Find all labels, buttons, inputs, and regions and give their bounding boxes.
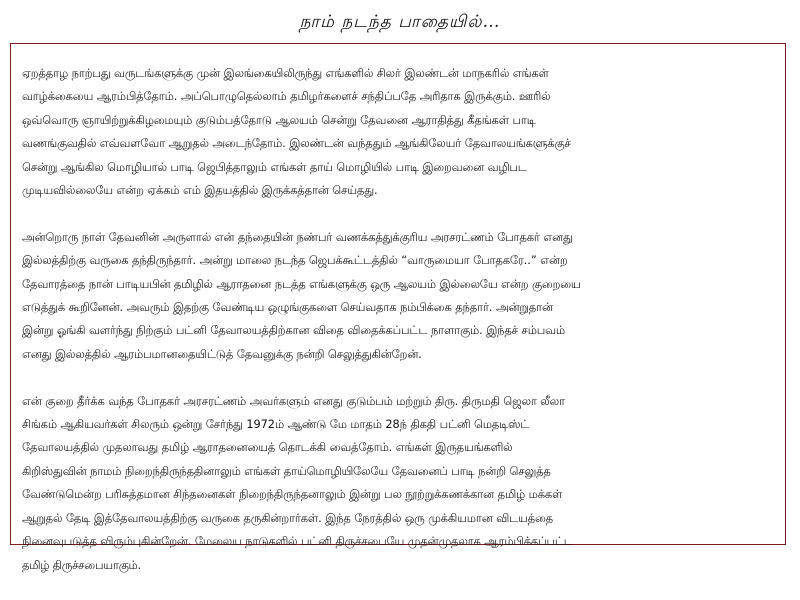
paragraph-line: முடியவில்லையே என்ற ஏக்கம் எம் இதயத்தில் இருக்கத்தான் செய்தது. — [22, 184, 378, 198]
paragraph-line: எனது இல்லத்தில் ஆரம்பமானதையிட்டுத் தேவனுக்கு நன்றி செலுத்துகின்றேன். — [22, 347, 422, 361]
paragraph-line: வாழ்க்கையை ஆரம்பித்தோம். அப்பொழுதெல்லாம் தமிழர்களைச் சந்திப்பதே அரிதாக இருக்கும். ஊரில் — [22, 90, 551, 104]
paragraph-1 — [22, 62, 780, 202]
paragraph-line: தேவாரத்தை நான் பாடியபின் தமிழில் ஆராதனை நடத்த எங்களுக்கு ஒரு ஆலயம் இல்லையே என்ற குறையை — [22, 277, 581, 291]
paragraph-line: சிங்கம் ஆகியவர்கள் சிலரும் ஒன்று சேர்ந்து 1972ம் ஆண்டு மே மாதம் 28ந் திகதி பட்னி மெதடிஸ்ட் — [22, 418, 530, 432]
paragraph-line: வேண்டுமென்ற பரிசுத்தமான சிந்தனைகள் நிறைந்திருந்தனாலும் இன்று பல நூற்றுக்கணக்கான தமிழ் மக்கள் — [22, 488, 563, 502]
paragraph-line: சென்று ஆங்கில மொழியால் பாடி ஜெபித்தாலும் எங்கள் தாய் மொழியில் பாடி இறைவனை வழிபட — [22, 160, 527, 174]
paragraph-line: அன்றொரு நாள் தேவனின் அருளால் என் தந்தையின் நண்பர் வணக்கத்துக்குரிய அரசரட்ணம் போதகர் எனது — [22, 230, 573, 244]
paragraph-line: ஆறுதல் தேடி இத்தேவாலயத்திற்கு வருகை தருகின்றார்கள். இந்த நேரத்தில் ஒரு முக்கியமான விடயத்தை — [22, 511, 553, 525]
paragraph-line: ஒவ்வொரு ஞாயிற்றுக்கிழமையும் குடும்பத்தோடு ஆலயம் சென்று தேவனை ஆராதித்து கீதங்கள் பாடி — [22, 113, 536, 127]
paragraph-line: எடுத்துக் கூறினேன். அவரும் இதற்கு வேண்டிய ஒழுங்குகளை செய்வதாக நம்பிக்கை தந்தார். அன்றுதான் — [22, 301, 553, 315]
paragraph-line: தமிழ் திருச்சபையாகும். — [22, 558, 141, 572]
paragraph-3 — [22, 390, 780, 577]
paragraph-line: வணங்குவதில் எவ்வளவோ ஆறுதல் அடைந்தோம். இலண்டன் வந்ததும் ஆங்கிலேயர் தேவாலயங்களுக்குச் — [22, 137, 571, 151]
paragraph-line: என் குறை தீர்க்க வந்த போதகர் அரசரட்ணம் அவர்களும் எனது குடும்பம் மற்றும் திரு. திருமதி ஜெலா லீலா — [22, 394, 565, 408]
paragraph-line: தேவாலயத்தில் முதலாவது தமிழ் ஆராதனையைத் தொடக்கி வைத்தோம். எங்கள் இருதயங்களில் — [22, 441, 513, 455]
paragraph-line: இன்று ஓங்கி வளர்ந்து நிற்கும் பட்னி தேவாலயத்திற்கான விதை விதைக்கப்பட்ட நாளாகும். இந்தச் சம்பவம் — [22, 324, 565, 338]
paragraph-line: நினைவுபடுத்த விரும்புகின்றேன். மேலைய நாடுகளில் பட்னி திருச்சபையே முதன்முதலாக ஆரம்பிக்கப்பட்ட — [22, 535, 573, 549]
paragraph-line: ஏறத்தாழ நாற்பது வருடங்களுக்கு முன் இலங்கையிலிருந்து எங்களில் சிலர் இலண்டன் மாநகரில் எங்கள் — [22, 67, 549, 80]
paragraph-line: இல்லத்திற்கு வருகை தந்திருந்தார். அன்று மாலை நடந்த ஜெபக்கூட்டத்தில் “வாருமையா போதகரே..” என்ற — [22, 254, 568, 268]
paragraph-line: கிறிஸ்துவின் நாமம் நிறைந்திருந்ததினாலும் எங்கள் தாய்மொழியிலேயே தேவனைப் பாடி நன்றி செலுத்த — [22, 464, 551, 478]
page-title: நாம் நடந்த பாதையில்… — [299, 12, 501, 32]
body-text — [22, 62, 780, 600]
paragraph-2 — [22, 226, 780, 366]
